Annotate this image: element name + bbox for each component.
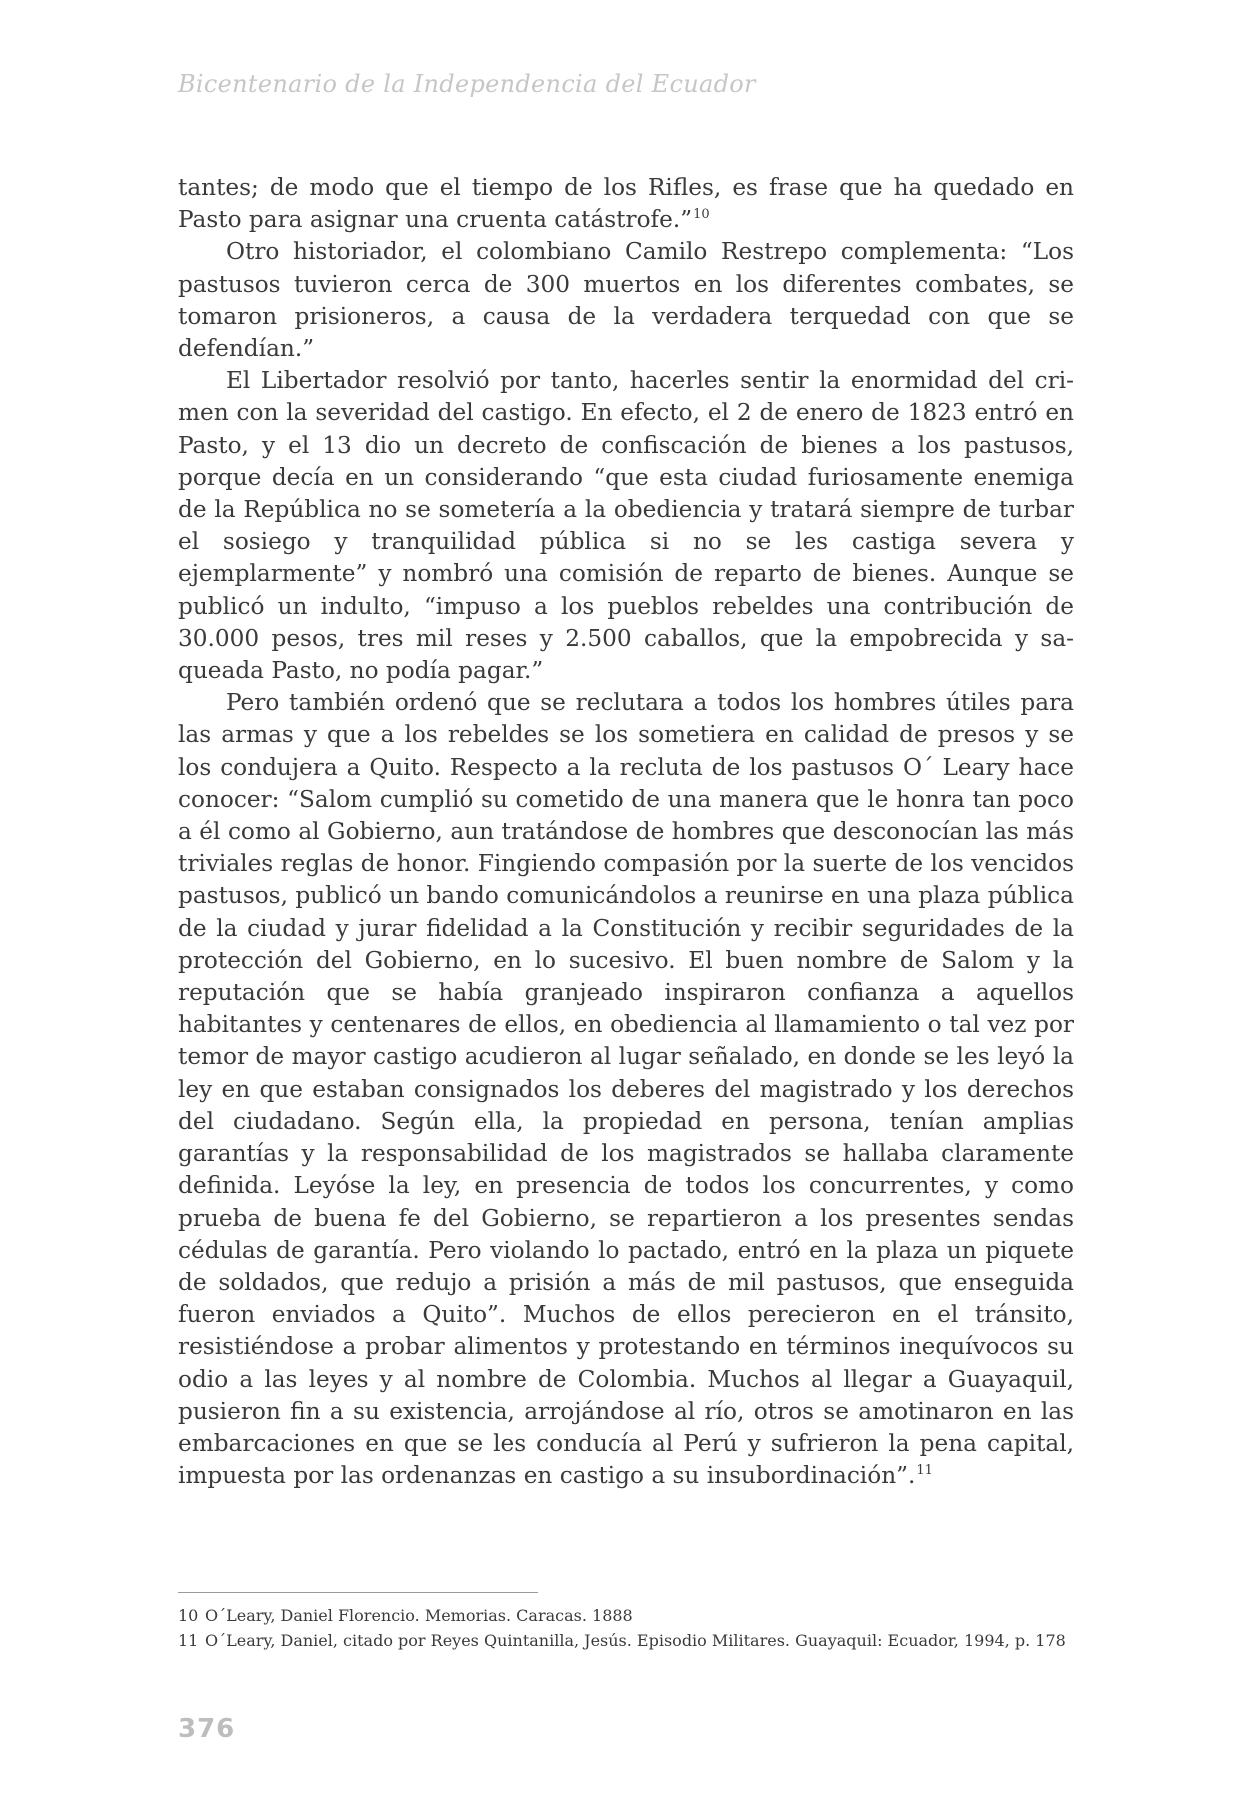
footnote-10 <box>178 1606 1078 1626</box>
footnote-reference-10: 10 <box>693 207 710 223</box>
footnote-number: 10 <box>178 1606 199 1625</box>
footnote-divider <box>178 1592 538 1593</box>
footnote-number: 11 <box>178 1631 199 1650</box>
paragraph-libertador <box>178 365 1074 687</box>
page-number: 376 <box>178 1714 236 1744</box>
footnote-text: O´Leary, Daniel Florencio. Memorias. Caracas. 1888 <box>205 1606 633 1625</box>
main-text-block <box>178 172 1074 1492</box>
paragraph-text: Otro historiador, el colombiano Camilo Restrepo complementa: “Los pastusos tuvieron cerca de 300 muertos en los diferentes combates, se tomaron prisioneros, a causa de la verdadera terquedad con que se defendían.” <box>178 238 1074 363</box>
paragraph-restrepo <box>178 236 1074 365</box>
paragraph-text: Pero también ordenó que se reclutara a todos los hombres útiles para las armas y que a los rebeldes se los sometiera en calidad de presos y se los condujera a Quito. Respecto a la recluta de los pastusos O´ Leary hace conocer: “Salom cumplió su cometido de una manera que le honra tan poco a él como al Gobierno, aun tratándose de hombres que desconocían las más triviales reglas de honor. Fingiendo compasión por la suerte de los vencidos pastusos, publicó un bando comunicándolos a reunirse en una plaza pública de la ciudad y jurar fidelidad a la Constitución y recibir seguridades de la protección del Gobierno, en lo sucesivo. El buen nombre de Salom y la reputación que se había granjeado inspiraron confianza a aquellos habitantes y centenares de ellos, en obediencia al llamamiento o tal vez por temor de mayor castigo acudieron al lugar señalado, en donde se les leyó la ley en que estaban consignados los deberes del magistrado y los derechos del ciudadano. Según ella, la propiedad en persona, tenían amplias garantías y la responsabilidad de los magistrados se hallaba claramente definida. Leyóse la ley, en presencia de todos los concurrentes, y como prueba de buena fe del Gobierno, se repartieron a los presentes sendas cédulas de garantía. Pero violando lo pactado, entró en la plaza un piquete de soldados, que redujo a prisión a más de mil pastusos, que enseguida fueron enviados a Quito”. Muchos de ellos perecieron en el tránsito, resistiéndose a probar alimentos y protestando en términos inequívocos su odio a las leyes y al nombre de Colombia. Muchos al llegar a Guayaquil, pusieron fin a su existencia, arrojándose al río, otros se amotinaron en las embarcaciones en que se les conducía al Perú y sufrieron la pena capital, impuesta por las ordenanzas en castigo a su insubordinación”. <box>178 689 1074 1490</box>
running-header-title: Bicentenario de la Independencia del Ecuador <box>178 70 756 98</box>
paragraph-continuation <box>178 172 1074 236</box>
paragraph-text: El Libertador resolvió por tanto, hacerles sentir la enormidad del crimen con la severidad del castigo. En efecto, el 2 de enero de 1823 entró en Pasto, y el 13 dio un decreto de confiscación de bienes a los pastusos, porque decía en un considerando “que esta ciudad furiosamente enemiga de la República no se sometería a la obediencia y tratará siempre de turbar el sosiego y tranquilidad pública si no se les castiga severa y ejemplarmente” y nombró una comisión de reparto de bienes. Aunque se publicó un indulto, “impuso a los pueblos rebeldes una contribución de 30.000 pesos, tres mil reses y 2.500 caballos, que la empobrecida y saqueada Pasto, no podía pagar.” <box>178 367 1074 685</box>
paragraph-text: tantes; de modo que el tiempo de los Rifles, es frase que ha quedado en Pasto para asignar una cruenta catástrofe.” <box>178 174 1074 234</box>
paragraph-recluta <box>178 687 1074 1492</box>
footnotes-section <box>178 1606 1078 1656</box>
footnote-11 <box>178 1631 1078 1651</box>
footnote-text: O´Leary, Daniel, citado por Reyes Quintanilla, Jesús. Episodio Militares. Guayaquil: Ecuador, 1994, p. 178 <box>205 1631 1066 1650</box>
footnote-reference-11: 11 <box>916 1463 933 1479</box>
